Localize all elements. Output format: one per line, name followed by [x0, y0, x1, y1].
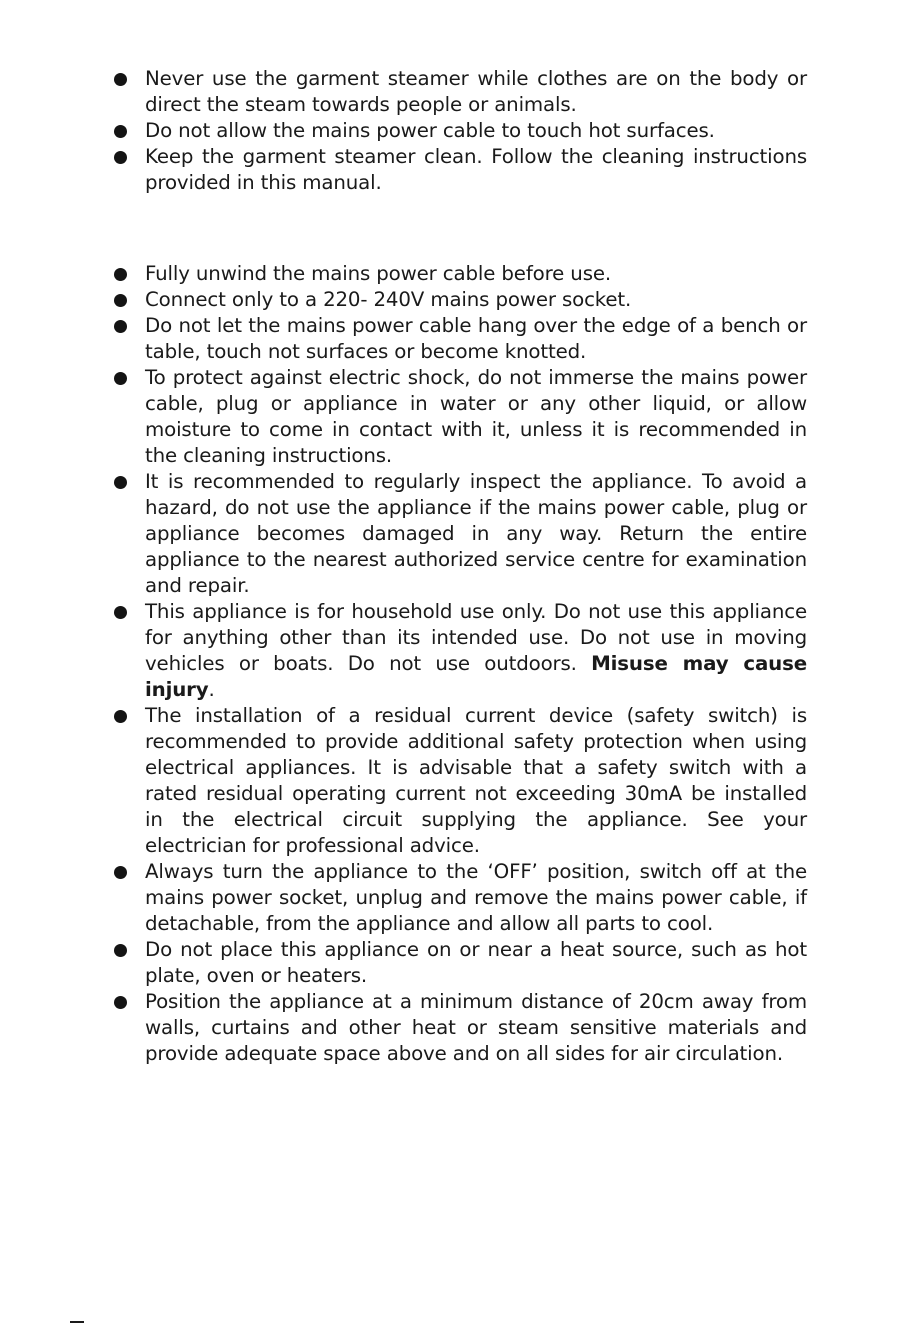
list-item-text: Fully unwind the mains power cable before use. — [145, 262, 612, 285]
list-item-text: Position the appliance at a minimum distance of 20cm away from walls, curtains and other heat or steam sensitive materials and provide adequate space above and on all sides for air circulation. — [145, 990, 807, 1065]
list-item — [145, 989, 807, 1067]
list-item — [145, 313, 807, 365]
list-item — [145, 118, 807, 144]
list-item-text: Connect only to a 220- 240V mains power socket. — [145, 288, 632, 311]
bullet-icon — [114, 866, 127, 879]
list-item — [145, 365, 807, 469]
list-item — [145, 287, 807, 313]
list-item-text: Do not let the mains power cable hang over the edge of a bench or table, touch not surfaces or become knotted. — [145, 314, 807, 363]
list-item-text: Do not allow the mains power cable to touch hot surfaces. — [145, 119, 715, 142]
bullet-icon — [114, 476, 127, 489]
list-item — [145, 937, 807, 989]
bullet-icon — [114, 294, 127, 307]
list-item-tail: . — [208, 678, 215, 701]
list-item — [145, 261, 807, 287]
bullet-icon — [114, 151, 127, 164]
page-edge-mark — [70, 1321, 84, 1323]
list-item-text: It is recommended to regularly inspect the appliance. To avoid a hazard, do not use the appliance if the mains power cable, plug or appliance becomes damaged in any way. Return the entire appliance to the nearest authorized service centre for examination and repair. — [145, 470, 807, 597]
list-item — [145, 859, 807, 937]
bullet-icon — [114, 268, 127, 281]
bullet-icon — [114, 710, 127, 723]
list-item-text: To protect against electric shock, do not immerse the mains power cable, plug or appliance in water or any other liquid, or allow moisture to come in contact with it, unless it is recommended in the cleaning instructions. — [145, 366, 807, 467]
safety-list-electrical — [145, 261, 807, 1067]
list-item — [145, 469, 807, 599]
bullet-icon — [114, 606, 127, 619]
list-item-text: Do not place this appliance on or near a heat source, such as hot plate, oven or heaters. — [145, 938, 807, 987]
safety-list-steamer-use — [145, 66, 807, 196]
list-item-text: This appliance is for household use only. Do not use this appliance for anything other than its intended use. Do not use in moving vehicles or boats. Do not use outdoors. — [145, 600, 807, 675]
bullet-icon — [114, 125, 127, 138]
list-item-text: Keep the garment steamer clean. Follow the cleaning instructions provided in this manual. — [145, 145, 807, 194]
list-item — [145, 66, 807, 118]
misuse-warning: Misuse may cause injury — [145, 652, 808, 701]
bullet-icon — [114, 944, 127, 957]
list-item-text: Never use the garment steamer while clothes are on the body or direct the steam towards people or animals. — [145, 67, 807, 116]
bullet-icon — [114, 372, 127, 385]
list-item-text: The installation of a residual current device (safety switch) is recommended to provide additional safety protection when using electrical appliances. It is advisable that a safety switch with a rated residual operating current not exceeding 30mA be installed in the electrical circuit supplying the appliance. See your electrician for professional advice. — [145, 704, 807, 857]
list-item — [145, 144, 807, 196]
bullet-icon — [114, 996, 127, 1009]
bullet-icon — [114, 73, 127, 86]
list-item — [145, 599, 807, 703]
list-item-text: Always turn the appliance to the ‘OFF’ position, switch off at the mains power socket, unplug and remove the mains power cable, if detachable, from the appliance and allow all parts to cool. — [145, 860, 807, 935]
bullet-icon — [114, 320, 127, 333]
list-item — [145, 703, 807, 859]
